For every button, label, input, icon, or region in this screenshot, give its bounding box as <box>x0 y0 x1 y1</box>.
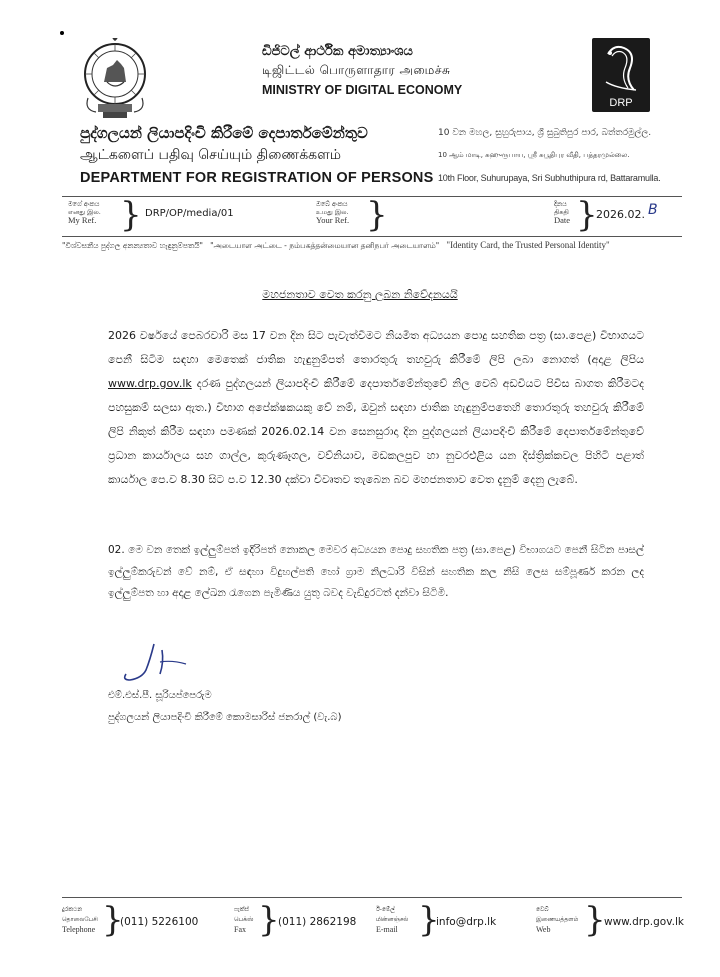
my-ref-brace: } <box>120 195 142 235</box>
email-value[interactable]: info@drp.lk <box>436 916 497 928</box>
signer-title: පුද්ගලයන් ලියාපදිංචි කිරීමේ කොමසාරිස් ජනරාල් (වැ.බ) <box>108 712 342 723</box>
notice-paragraph-2: 02. මෙ වන තෙක් ඉල්ලුම්පත් ඉදිරිපත් නොකල මෙවර අධ්‍යයන පොදු සහතික පත්‍ර (සා.පෙළ) විභාගයට පෙනී සිටින පාසල් ඉල්ලුම්කරුවන් වේ නම්, ඒ සඳහා විදුහල්පති හෝ ග්‍රාම නිලධාරි විසින් සහතික කල නිසි ලෙස සම්පූර්ණ කරන ලද ඉල්ලුම්පත හා අදාළ ලේඛන රැගෙන පැමිණිය යුතු බවද වැඩිදුරටත් දන්වා සිටිමි. <box>108 544 644 599</box>
tagline: "විශ්වසනීය පුද්ගල අනන්‍යතාව හැඳුනුම්පතයි" "அடையாள அட்டை - நம்பகத்தன்மையான தனிநபர் அடையாளம்" "Identity Card, the Trusted Personal Identity" <box>62 240 610 250</box>
ministry-name-english: MINISTRY OF DIGITAL ECONOMY <box>262 83 463 97</box>
ref-divider <box>62 236 682 237</box>
drp-website-link[interactable]: www.drp.gov.lk <box>108 377 192 390</box>
date-handwritten-day: B <box>648 202 658 218</box>
footer-contacts <box>62 900 684 945</box>
date-label: දිනය திகதி Date <box>554 200 571 225</box>
my-ref-value: DRP/OP/media/01 <box>145 208 234 219</box>
my-ref-label: මගේ අංකය எனது இல. My Ref. <box>68 200 101 225</box>
sri-lanka-emblem-icon <box>80 38 150 120</box>
signer-name: එම්.එස්.පී. සූරියප්පෙරුම <box>108 690 212 701</box>
telephone-label: දුරකථන தொலைபேசி Telephone <box>62 906 98 934</box>
drp-logo-text: DRP <box>609 97 633 109</box>
web-value[interactable]: www.drp.gov.lk <box>604 916 684 928</box>
address-sinhala: 10 වන මහල, සුහුරුපාය, ශ්‍රී සුබුතිපුර පාර, බත්තරමුල්ල. <box>438 128 652 138</box>
department-name-block <box>80 124 440 186</box>
web-brace: } <box>584 900 606 940</box>
department-name-english: DEPARTMENT FOR REGISTRATION OF PERSONS <box>80 170 434 186</box>
ministry-name-sinhala: ඩිජිටල් ආර්ථික අමාත්‍යාංශය <box>262 44 413 59</box>
date-value: 2026.02. <box>596 208 645 221</box>
address-tamil: 10 ஆம் மாடி, சுஹுருபாய, ஸ்ரீ சுபூதிபுர வீதி, பத்தரமுல்லை. <box>438 151 630 159</box>
email-brace: } <box>418 900 440 940</box>
email-label: ඊ-මේල් மின்னஞ்சல் E-mail <box>376 906 409 934</box>
date-brace: } <box>576 195 598 235</box>
department-name-sinhala: පුද්ගලයන් ලියාපදිංචි කිරීමේ දෙපාර්තමේන්තුව <box>80 124 368 142</box>
footer-divider <box>62 897 682 898</box>
signer-block <box>108 685 342 729</box>
telephone-brace: } <box>102 900 124 940</box>
handwritten-signature <box>116 640 196 690</box>
drp-logo <box>592 38 650 112</box>
notice-paragraph-1: 2026 වර්ෂයේ පෙබරවාරි මස 17 වන දින සිට පැවැත්වීමට නියමිත අධ්‍යයන පොදු සහතික පත්‍ර (සා.පෙළ) විභාගයට පෙනී සිටීම සඳහා මෙතෙක් ජාතික හැඳුනුම්පත් තොරතුරු තහවුරු කිරීමේ ලිපි ලබා නොගත් (අදාළ ලිපිය www.drp.gov.lk දරණ පුද්ගලයන් ලියාපදිංචි කිරීමේ දෙපාර්තමේන්තුවේ නිල වෙබ් අඩවියට පිවිස බාගත කිරීමටද පහසුකම් සලසා ඇත.) විභාග අපේක්ෂකයකු වේ නම්, ඔවුන් සඳහා ජාතික හැඳුනුම්පතෙහි තොරතුරු තහවුරු කිරීමේ ලිපි නිකුත් කිරීම සඳහා පමණක් 2026.02.14 වන සෙනසුරාදා දින පුද්ගලයන් ලියාපදිංචි කිරීමේ දෙපාර්තමේන්තුවේ ප්‍රධාන කාර්යාලය සහ ගාල්ල, කුරුණෑගල, වව්නියාව, මඩකලපුව හා නුවරඑළිය යන දිස්ත්‍රික්කවල පිහිටි පළාත් කාර්යාල පෙ.ව 8.30 සිට ප.ව 12.30 දක්වා විවෘතව තැබෙන බව මහජනතාව වෙත දැනුම් දෙනු ලැබේ. <box>108 329 644 486</box>
department-address <box>438 128 678 183</box>
fax-brace: } <box>258 900 280 940</box>
ministry-name-tamil: டிஜிட்டல் பொருளாதார அமைச்சு <box>262 63 451 77</box>
web-label: වෙබ් இணையத்தளம் Web <box>536 906 579 934</box>
department-name-tamil: ஆட்களைப் பதிவு செய்யும் திணைக்களம் <box>80 147 342 163</box>
address-english: 10th Floor, Suhurupaya, Sri Subhuthipura rd, Battaramulla. <box>438 173 661 183</box>
scan-speck <box>60 31 64 35</box>
telephone-value: (011) 5226100 <box>120 916 199 928</box>
your-ref-brace: } <box>366 195 388 235</box>
notice-title: මහජනතාව වෙත කරනු ලබන නිවේදනයයි <box>262 288 458 301</box>
ministry-name-block <box>262 44 512 97</box>
fax-label: ෆැක්ස් பெக்ஸ் Fax <box>234 906 254 934</box>
your-ref-label: ඔබේ අංකය உமது இல. Your Ref. <box>316 200 350 225</box>
fax-value: (011) 2862198 <box>278 916 357 928</box>
